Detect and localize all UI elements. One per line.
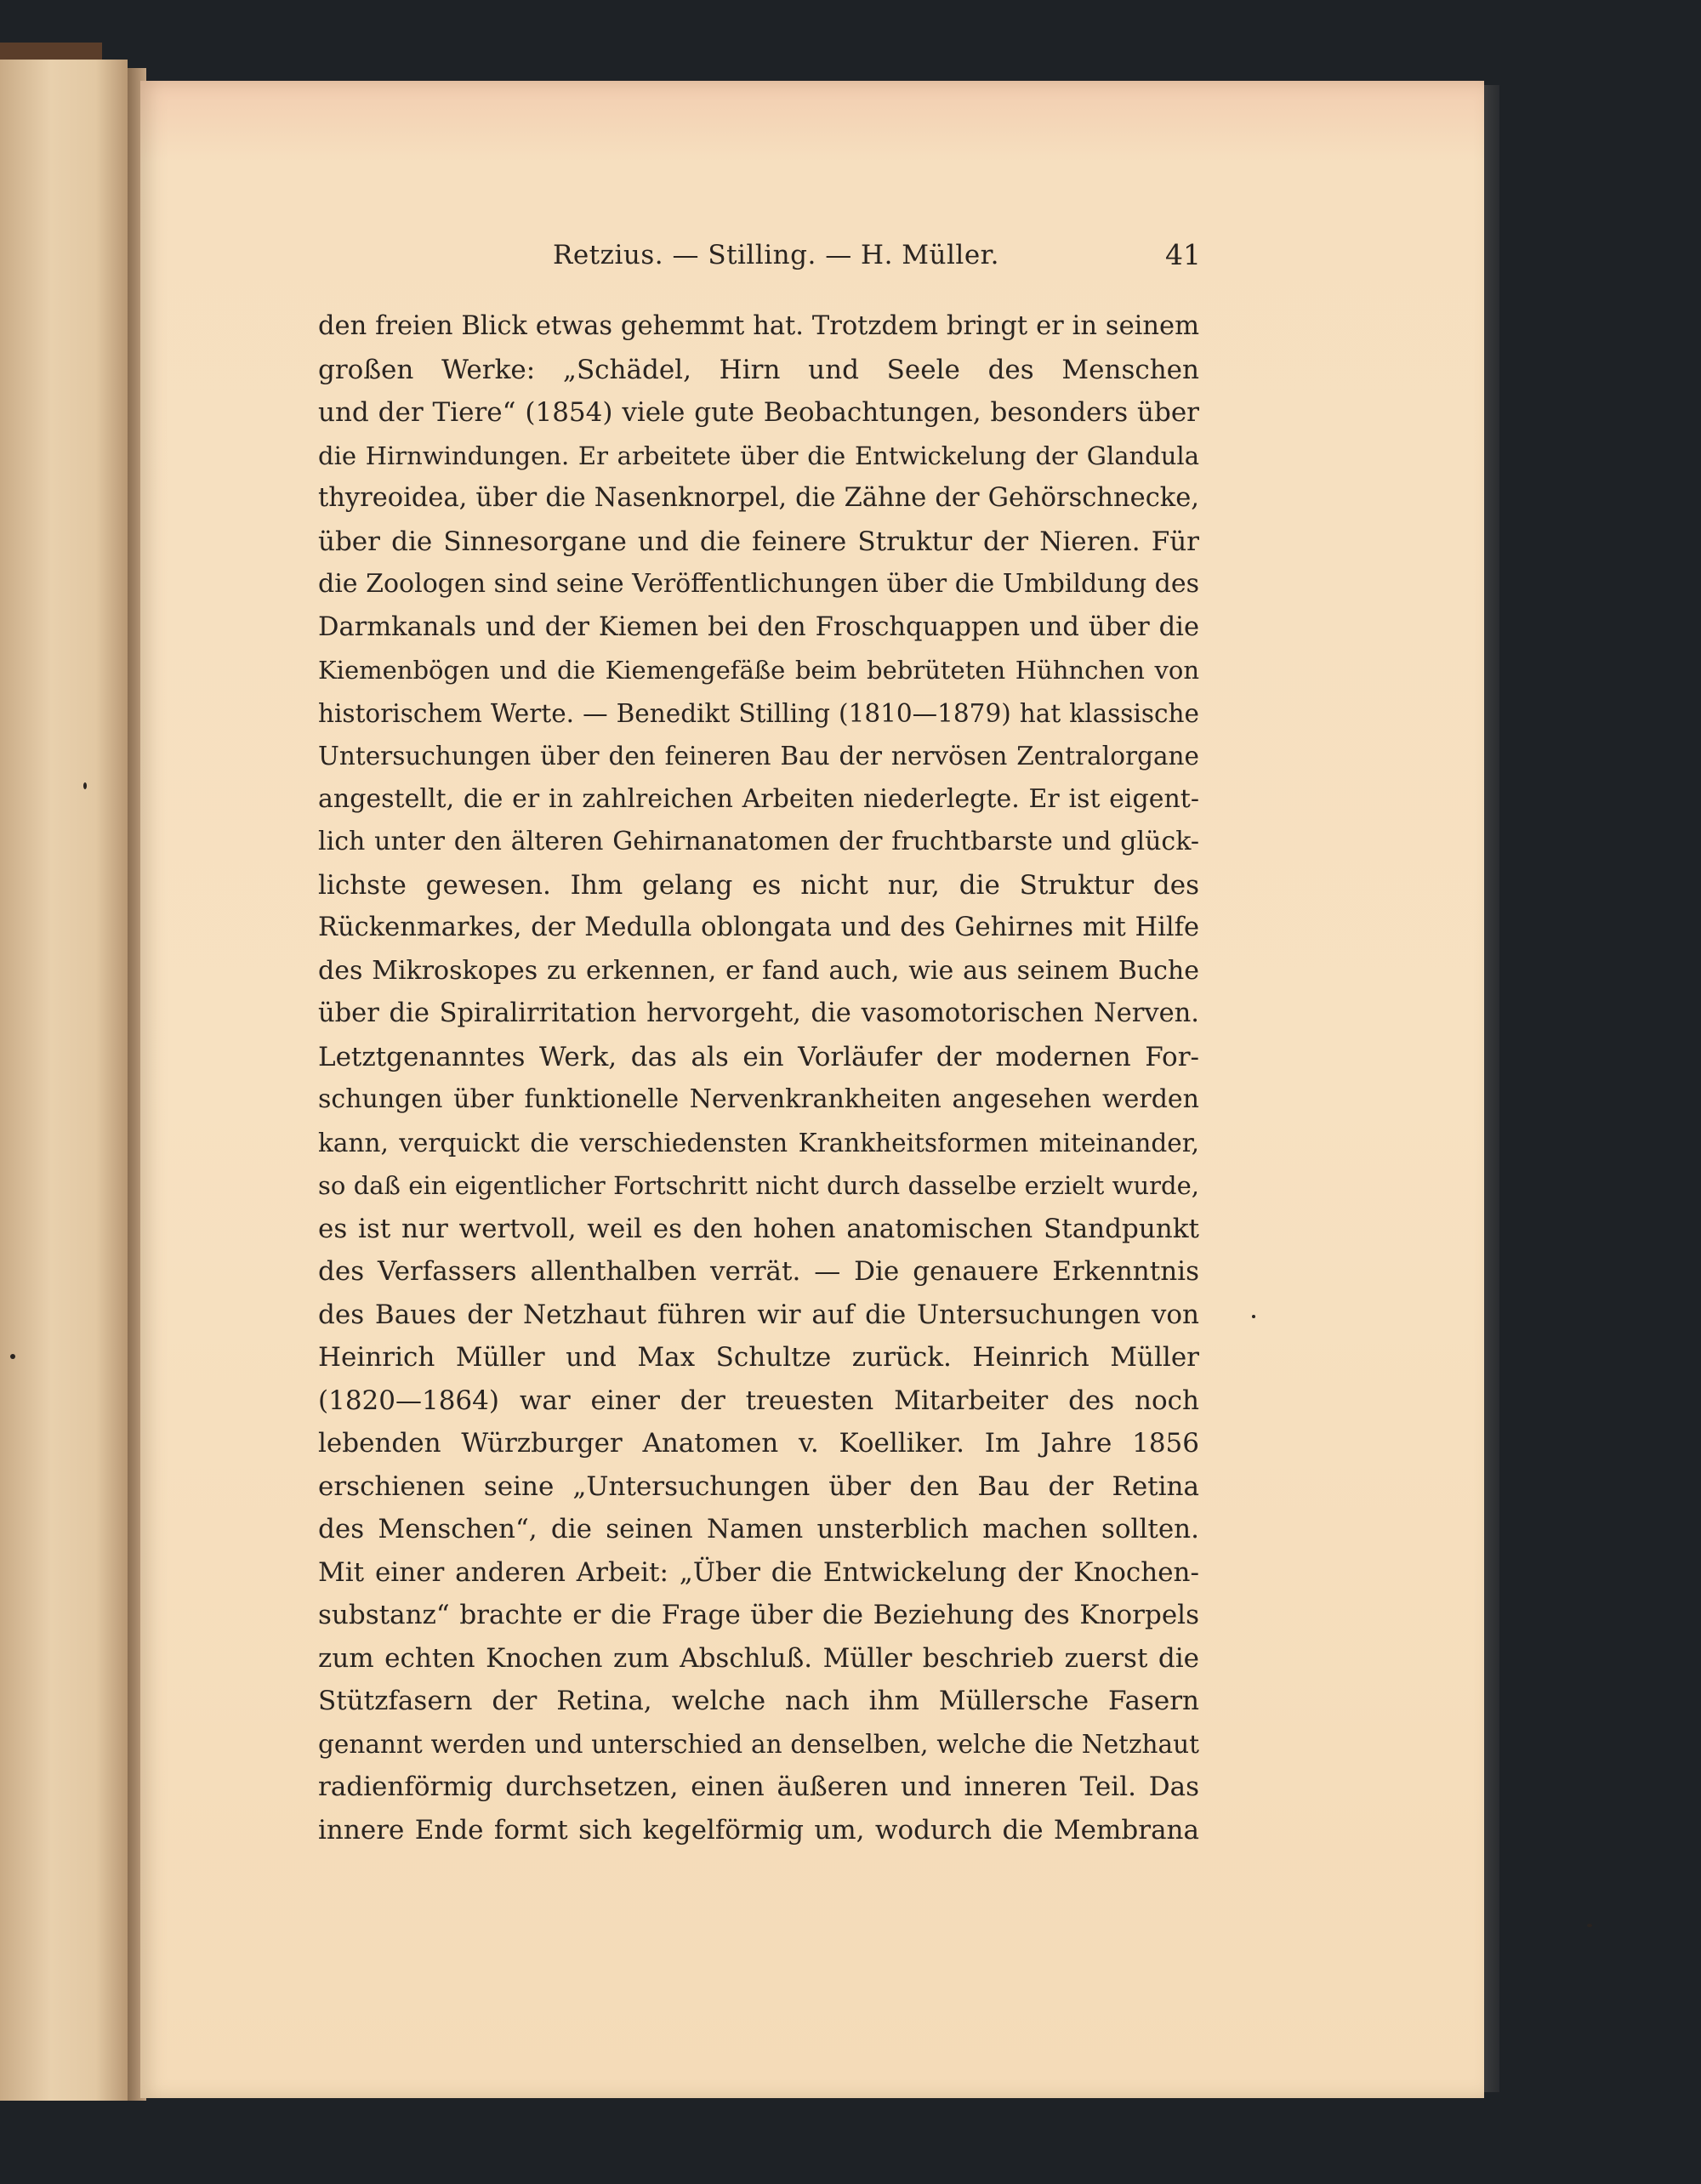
text-line: des Baues der Netzhaut führen wir auf die Untersuchungen von — [318, 1299, 1199, 1330]
paper-speck — [1587, 1924, 1592, 1927]
running-title: Retzius. — Stilling. — H. Müller. — [553, 240, 999, 270]
text-line: Stützfasern der Retina, welche nach ihm Müllersche Fasern — [318, 1686, 1199, 1716]
text-line: innere Ende formt sich kegelförmig um, wodurch die Membrana — [318, 1814, 1199, 1846]
text-line: angestellt, die er in zahlreichen Arbeiten niederlegte. Er ist eigent- — [318, 783, 1199, 814]
text-line: des Mikroskopes zu erkennen, er fand auch, wie aus seinem Buche — [318, 955, 1199, 986]
text-line: Kiemenbögen und die Kiemengefäße beim bebrüteten Hühnchen von — [318, 656, 1199, 685]
text-line: substanz“ brachte er die Frage über die Beziehung des Knorpels — [318, 1600, 1199, 1630]
text-line: über die Sinnesorgane und die feinere Struktur der Nieren. Für — [318, 526, 1199, 557]
text-line: radienförmig durchsetzen, einen äußeren und inneren Teil. Das — [318, 1772, 1199, 1802]
page-edge-shadow — [1484, 85, 1499, 2092]
text-line: erschienen seine „Untersuchungen über den Bau der Retina — [318, 1470, 1199, 1502]
text-line: und der Tiere“ (1854) viele gute Beobachtungen, besonders über — [318, 397, 1199, 428]
text-line: thyreoidea, über die Nasenknorpel, die Zähne der Gehörschnecke, — [318, 483, 1199, 513]
text-line: lich unter den älteren Gehirnanatomen der fruchtbarste und glück- — [318, 827, 1199, 856]
text-line: die Hirnwindungen. Er arbeitete über die Entwickelung der Glandula — [318, 441, 1199, 470]
text-line: Heinrich Müller und Max Schultze zurück. Heinrich Müller — [318, 1342, 1199, 1373]
body-text — [318, 305, 1199, 1851]
text-line: schungen über funktionelle Nervenkrankheiten angesehen werden — [318, 1084, 1199, 1114]
text-line: lebenden Würzburger Anatomen v. Koelliker. Im Jahre 1856 — [318, 1428, 1199, 1459]
facing-page-edge — [0, 60, 128, 2101]
text-line: Rückenmarkes, der Medulla oblongata und des Gehirnes mit Hilfe — [318, 913, 1199, 942]
paper-speck — [1252, 1315, 1255, 1318]
text-line: so daß ein eigentlicher Fortschritt nicht durch dasselbe erzielt wurde, — [318, 1171, 1199, 1200]
text-line: großen Werke: „Schädel, Hirn und Seele des Menschen — [318, 354, 1199, 385]
text-line: Letztgenanntes Werk, das als ein Vorläufer der modernen For- — [318, 1041, 1199, 1072]
text-line: Mit einer anderen Arbeit: „Über die Entwickelung der Knochen- — [318, 1556, 1199, 1588]
text-line: genannt werden und unterschied an denselben, welche die Netzhaut — [318, 1729, 1199, 1759]
text-line: historischem Werte. — Benedikt Stilling (1810—1879) hat klassische — [318, 698, 1199, 728]
text-line: Darmkanals und der Kiemen bei den Froschquappen und über die — [318, 611, 1199, 642]
paper-speck — [83, 782, 87, 789]
text-line: Untersuchungen über den feineren Bau der nervösen Zentralorgane — [318, 742, 1199, 771]
text-line: des Menschen“, die seinen Namen unsterblich machen sollten. — [318, 1514, 1199, 1544]
paper-speck — [10, 1354, 15, 1359]
text-line: es ist nur wertvoll, weil es den hohen anatomischen Standpunkt — [318, 1213, 1199, 1244]
text-line: die Zoologen sind seine Veröffentlichungen über die Umbildung des — [318, 569, 1199, 599]
text-line: lichste gewesen. Ihm gelang es nicht nur, die Struktur des — [318, 869, 1199, 901]
text-line: kann, verquickt die verschiedensten Krankheitsformen miteinander, — [318, 1128, 1199, 1157]
page-number: 41 — [1165, 238, 1201, 271]
text-line: (1820—1864) war einer der treuesten Mitarbeiter des noch — [318, 1385, 1199, 1416]
text-line: den freien Blick etwas gehemmt hat. Trotzdem bringt er in seinem — [318, 311, 1199, 341]
text-line: des Verfassers allenthalben verrät. — Die genauere Erkenntnis — [318, 1256, 1199, 1287]
text-line: zum echten Knochen zum Abschluß. Müller beschrieb zuerst die — [318, 1642, 1199, 1674]
text-line: über die Spiralirritation hervorgeht, die vasomotorischen Nerven. — [318, 998, 1199, 1028]
